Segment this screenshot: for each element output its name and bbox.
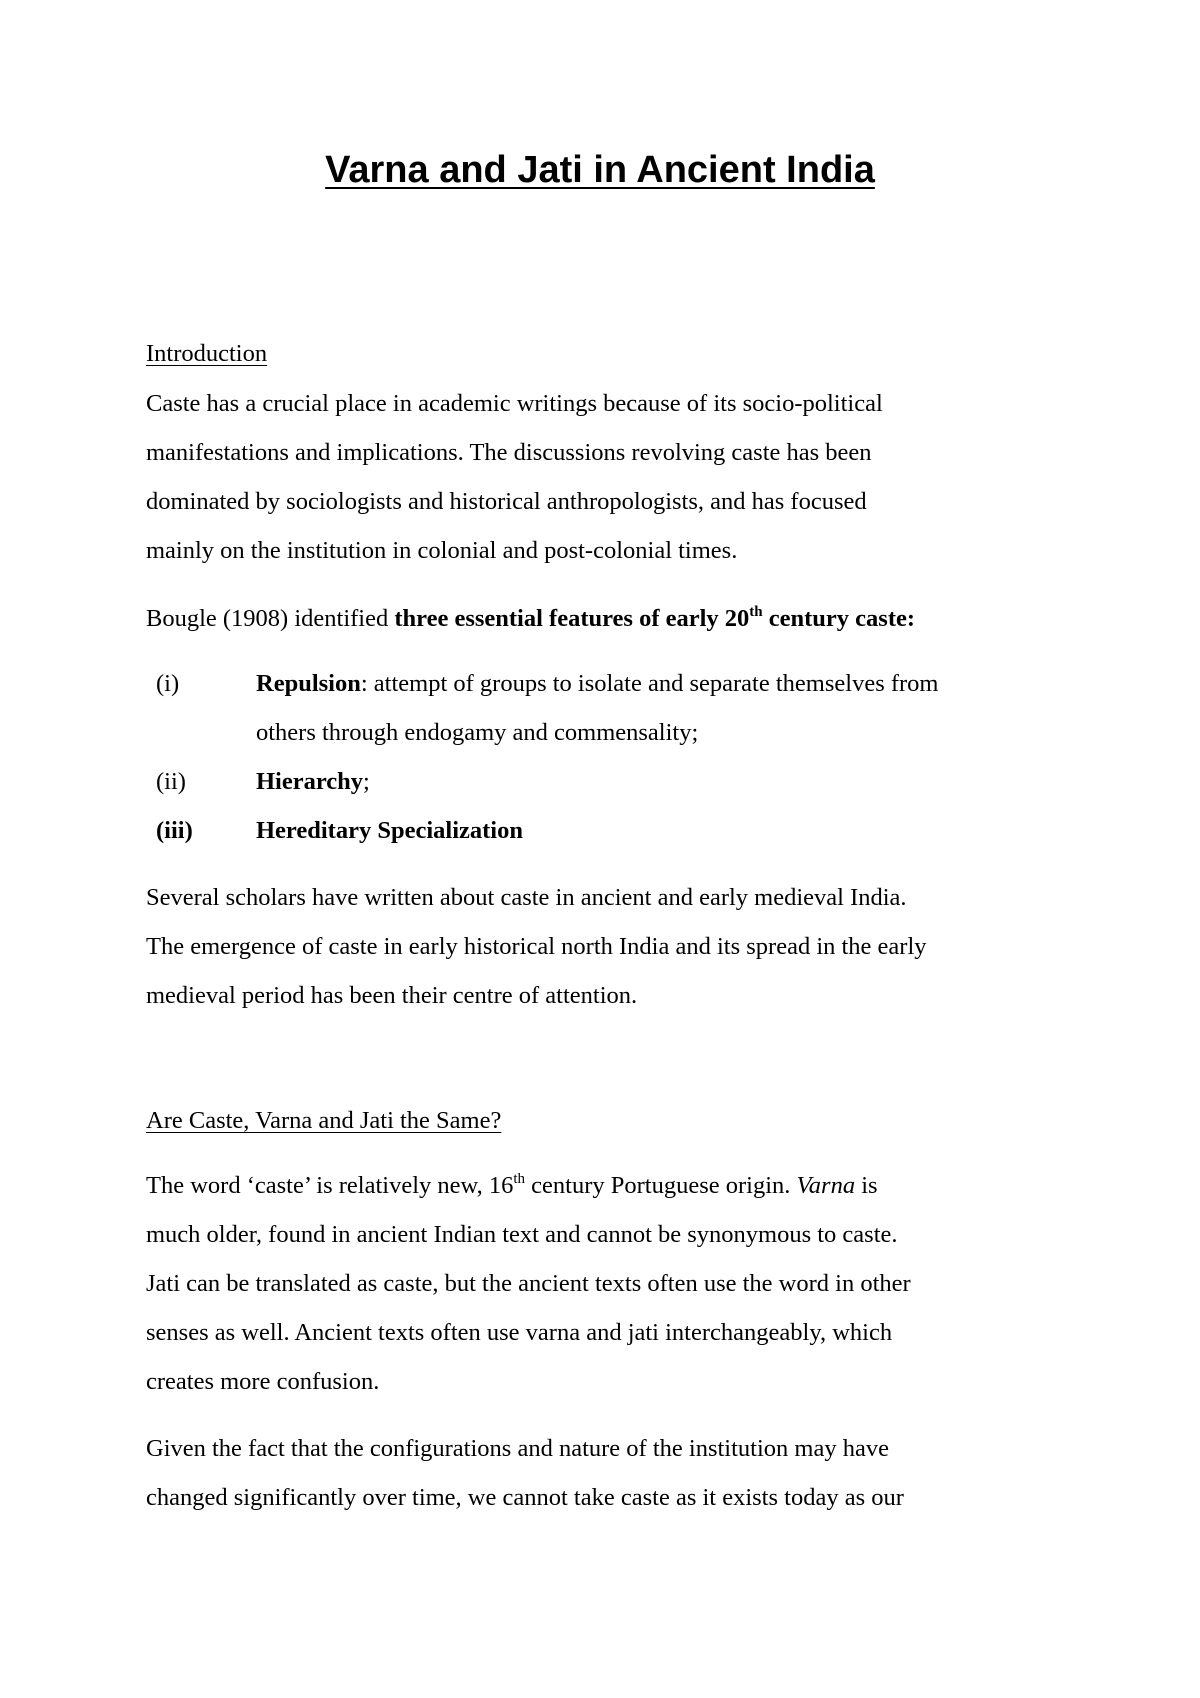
paragraph-line: Several scholars have written about caste in ancient and early medieval India. [146, 884, 907, 911]
list-item-line: others through endogamy and commensality; [256, 719, 699, 746]
feature-term: Hereditary Specialization [256, 817, 523, 844]
list-item-line [256, 806, 1066, 855]
scholars-paragraph [146, 873, 1066, 1020]
paragraph-line: manifestations and implications. The discussions revolving caste has been [146, 439, 872, 466]
italic-term: Varna [796, 1172, 856, 1199]
bougle-lead: Bougle (1908) identified [146, 605, 395, 632]
bougle-bold-text [394, 605, 915, 632]
list-item [146, 659, 1066, 757]
bougle-bold-part: three essential features of early 20 [394, 605, 750, 632]
list-item [146, 757, 1066, 806]
paragraph-line: Jati can be translated as caste, but the ancient texts often use the word in other [146, 1270, 911, 1297]
superscript: th [513, 1170, 526, 1187]
paragraph-line [146, 594, 1066, 643]
introduction-heading: Introduction [146, 340, 268, 367]
text-run: century Portuguese origin. [525, 1172, 797, 1199]
list-item-line [256, 659, 1066, 708]
section2-paragraph-2 [146, 1424, 1066, 1522]
paragraph-line: Caste has a crucial place in academic writings because of its socio-political [146, 390, 883, 417]
feature-description: : attempt of groups to isolate and separate themselves from [360, 670, 939, 697]
text-run: is [855, 1172, 878, 1199]
list-item-line [256, 757, 1066, 806]
paragraph-line [146, 1161, 1066, 1210]
feature-description: ; [363, 768, 370, 795]
feature-term: Hierarchy [256, 768, 364, 795]
paragraph-line: Given the fact that the configurations and nature of the institution may have [146, 1435, 889, 1462]
bougle-paragraph [146, 594, 1066, 643]
paragraph-line: dominated by sociologists and historical anthropologists, and has focused [146, 488, 867, 515]
feature-term: Repulsion [256, 670, 361, 697]
bougle-bold-part: century caste: [762, 605, 916, 632]
paragraph-line: changed significantly over time, we cannot take caste as it exists today as our [146, 1484, 904, 1511]
paragraph-line: much older, found in ancient Indian text and cannot be synonymous to caste. [146, 1221, 898, 1248]
paragraph-line: mainly on the institution in colonial and post-colonial times. [146, 537, 738, 564]
superscript: th [749, 603, 763, 620]
paragraph-line: creates more confusion. [146, 1368, 380, 1395]
paragraph-line: medieval period has been their centre of attention. [146, 982, 638, 1009]
text-run: The word ‘caste’ is relatively new, 16 [146, 1172, 514, 1199]
section2-paragraph-1 [146, 1161, 1066, 1406]
document-title: Varna and Jati in Ancient India [325, 149, 875, 191]
list-number: (iii) [156, 817, 193, 844]
introduction-paragraph [146, 379, 1066, 575]
list-number: (ii) [156, 768, 186, 795]
list-item [146, 806, 1066, 855]
paragraph-line: The emergence of caste in early historical north India and its spread in the early [146, 933, 927, 960]
paragraph-line: senses as well. Ancient texts often use varna and jati interchangeably, which [146, 1319, 893, 1346]
introduction-section [146, 329, 1066, 378]
section2 [146, 1096, 1066, 1145]
list-number: (i) [156, 670, 180, 697]
section2-heading: Are Caste, Varna and Jati the Same? [146, 1107, 502, 1134]
features-list [146, 659, 1066, 855]
